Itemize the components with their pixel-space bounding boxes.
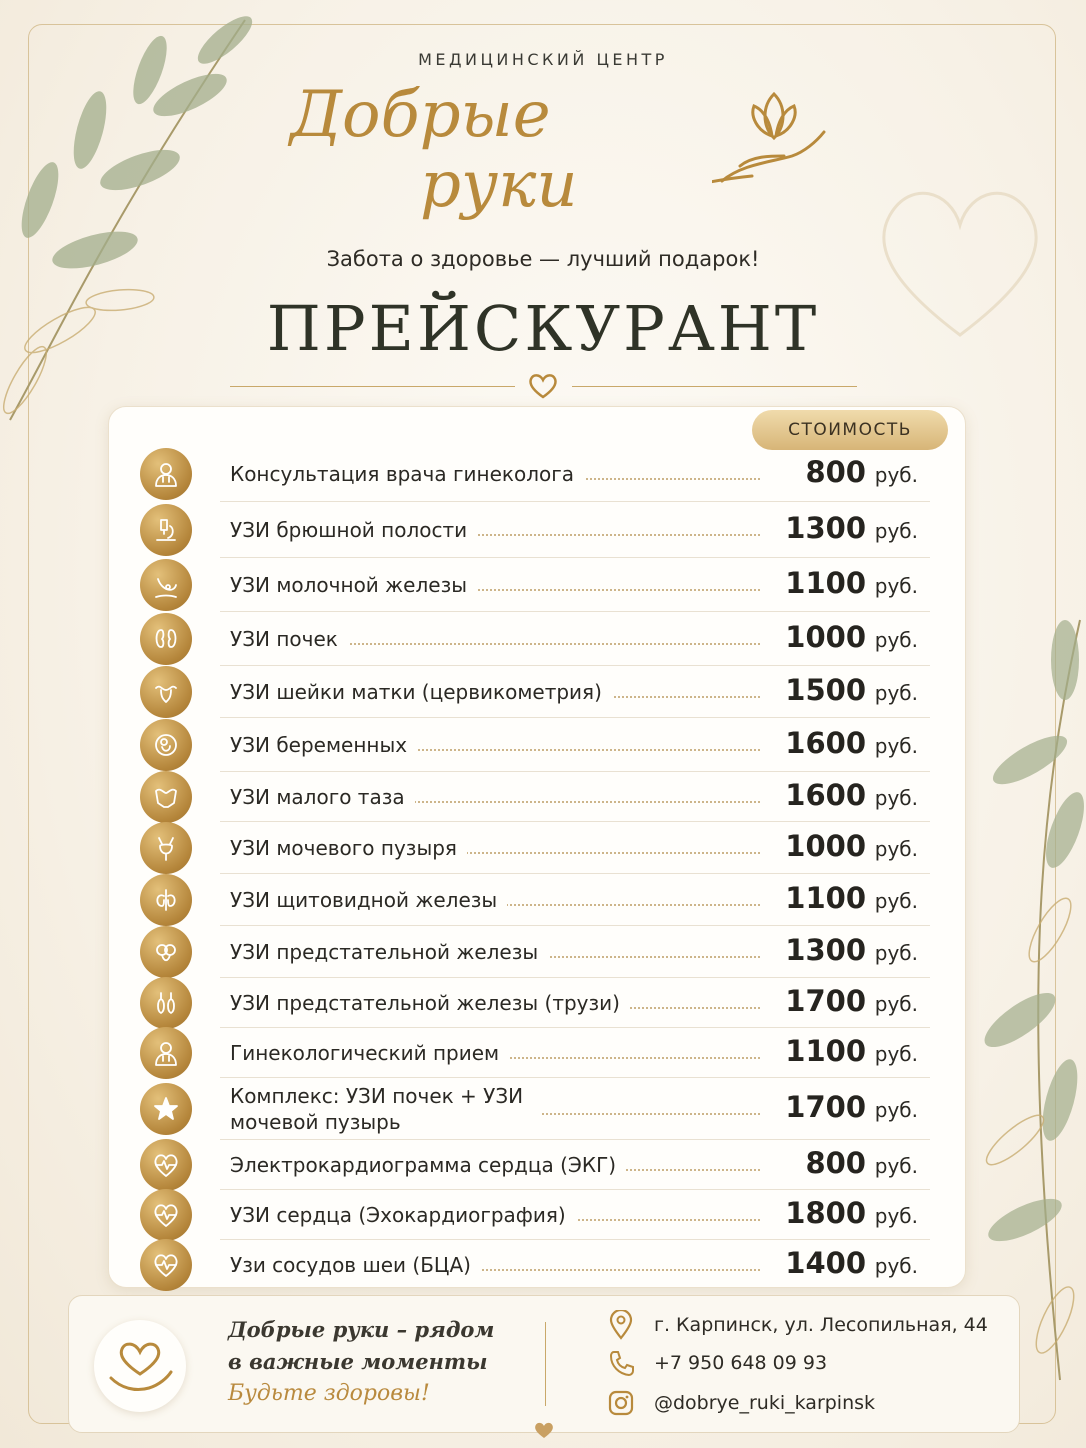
footer-logo xyxy=(94,1320,186,1412)
currency-label: руб. xyxy=(874,837,918,861)
prostate-trus-icon xyxy=(152,989,180,1017)
doctor-icon xyxy=(152,1039,180,1067)
footer-divider xyxy=(545,1322,546,1406)
title-divider-left xyxy=(230,386,515,387)
kidneys-icon xyxy=(152,625,180,653)
service-name: УЗИ почек xyxy=(230,626,348,652)
service-icon-badge xyxy=(140,1083,192,1135)
service-name: УЗИ мочевого пузыря xyxy=(230,835,467,861)
service-icon-badge xyxy=(140,504,192,556)
service-name: Комплекс: УЗИ почек + УЗИ мочевой пузырь xyxy=(230,1083,540,1135)
service-name: Узи сосудов шеи (БЦА) xyxy=(230,1252,481,1278)
service-icon-badge xyxy=(140,926,192,978)
heart-pulse-icon xyxy=(152,1201,180,1229)
uterus-icon xyxy=(152,678,180,706)
service-name: УЗИ беременных xyxy=(230,732,417,758)
currency-label: руб. xyxy=(874,681,918,705)
doctor-icon xyxy=(152,460,180,488)
heart-hand-icon xyxy=(105,1334,175,1398)
currency-label: руб. xyxy=(874,992,918,1016)
service-icon-badge xyxy=(140,1027,192,1079)
service-icon-badge xyxy=(140,1189,192,1241)
currency-label: руб. xyxy=(874,786,918,810)
phone-text: +7 950 648 09 93 xyxy=(654,1352,828,1374)
service-icon-badge xyxy=(140,1239,192,1291)
currency-label: руб. xyxy=(874,574,918,598)
service-name: УЗИ шейки матки (цервикометрия) xyxy=(230,679,612,705)
address-text: г. Карпинск, ул. Лесопильная, 44 xyxy=(654,1314,988,1336)
location-pin-icon xyxy=(608,1310,634,1340)
currency-label: руб. xyxy=(874,1204,918,1228)
service-price: 1400 xyxy=(785,1246,866,1280)
service-price: 1100 xyxy=(785,881,866,915)
service-name: УЗИ сердца (Эхокардиография) xyxy=(230,1202,576,1228)
service-price: 1600 xyxy=(785,726,866,760)
price-row xyxy=(140,1078,930,1140)
price-row xyxy=(140,666,930,718)
service-price: 800 xyxy=(805,1146,866,1180)
contact-address xyxy=(608,1310,988,1340)
pelvis-icon xyxy=(152,783,180,811)
price-row xyxy=(140,1240,930,1290)
service-icon-badge xyxy=(140,448,192,500)
service-price: 1100 xyxy=(785,1034,866,1068)
slogan-line1: Добрые руки – рядом xyxy=(228,1317,495,1342)
price-row xyxy=(140,1140,930,1190)
service-name: Гинекологический прием xyxy=(230,1040,509,1066)
service-price: 1700 xyxy=(785,984,866,1018)
service-price: 1000 xyxy=(785,829,866,863)
brand-name-line2: руки xyxy=(420,148,578,222)
currency-label: руб. xyxy=(874,1154,918,1178)
star-icon xyxy=(152,1095,180,1123)
service-price: 1800 xyxy=(785,1196,866,1230)
service-price: 1300 xyxy=(785,933,866,967)
brand-name-line1: Добрые xyxy=(290,78,551,152)
service-icon-badge xyxy=(140,1139,192,1191)
heart-pulse-icon xyxy=(152,1251,180,1279)
service-price: 1500 xyxy=(785,673,866,707)
service-icon-badge xyxy=(140,559,192,611)
price-row xyxy=(140,612,930,666)
currency-label: руб. xyxy=(874,941,918,965)
breast-icon xyxy=(152,571,180,599)
price-row xyxy=(140,926,930,978)
service-price: 1700 xyxy=(785,1090,866,1124)
service-icon-badge xyxy=(140,874,192,926)
prostate-icon xyxy=(152,938,180,966)
contact-phone[interactable] xyxy=(608,1348,827,1378)
currency-label: руб. xyxy=(874,519,918,543)
currency-label: руб. xyxy=(874,463,918,487)
heart-icon xyxy=(527,372,559,400)
page-title: ПРЕЙСКУРАНТ xyxy=(266,292,820,365)
service-icon-badge xyxy=(140,977,192,1029)
price-row xyxy=(140,874,930,926)
instagram-icon xyxy=(608,1390,634,1416)
currency-label: руб. xyxy=(874,628,918,652)
contact-instagram[interactable] xyxy=(608,1388,875,1418)
service-icon-badge xyxy=(140,822,192,874)
currency-label: руб. xyxy=(874,889,918,913)
fetus-icon xyxy=(152,731,180,759)
service-name: Консультация врача гинеколога xyxy=(230,461,584,487)
price-row xyxy=(140,1028,930,1078)
thyroid-icon xyxy=(152,886,180,914)
service-icon-badge xyxy=(140,719,192,771)
price-row xyxy=(140,822,930,874)
service-icon-badge xyxy=(140,613,192,665)
service-name: УЗИ щитовидной железы xyxy=(230,887,507,913)
currency-label: руб. xyxy=(874,1042,918,1066)
service-icon-badge xyxy=(140,771,192,823)
cost-header-badge: СТОИМОСТЬ xyxy=(752,410,948,450)
service-name: Электрокардиограмма сердца (ЭКГ) xyxy=(230,1152,626,1178)
service-name: УЗИ брюшной полости xyxy=(230,517,477,543)
title-divider-right xyxy=(572,386,857,387)
currency-label: руб. xyxy=(874,734,918,758)
service-name: УЗИ малого таза xyxy=(230,784,415,810)
brand-name xyxy=(290,80,710,220)
bladder-icon xyxy=(152,834,180,862)
service-name: УЗИ молочной железы xyxy=(230,572,477,598)
heart-pulse-icon xyxy=(152,1151,180,1179)
service-price: 1000 xyxy=(785,620,866,654)
service-price: 800 xyxy=(805,455,866,489)
service-price: 1600 xyxy=(785,778,866,812)
slogan-line2: в важные моменты xyxy=(228,1349,488,1374)
price-row xyxy=(140,1190,930,1240)
slogan-wish: Будьте здоровы! xyxy=(228,1381,430,1406)
price-row xyxy=(140,558,930,612)
currency-label: руб. xyxy=(874,1254,918,1278)
bottom-heart-icon xyxy=(533,1420,555,1440)
price-row xyxy=(140,978,930,1028)
price-row xyxy=(140,718,930,772)
tagline: Забота о здоровье — лучший подарок! xyxy=(326,247,760,271)
microscope-icon xyxy=(152,516,180,544)
brand-subtitle: МЕДИЦИНСКИЙ ЦЕНТР xyxy=(418,50,668,69)
service-price: 1300 xyxy=(785,511,866,545)
hand-lotus-logo-icon xyxy=(712,86,832,196)
service-name: УЗИ предстательной железы (трузи) xyxy=(230,990,630,1016)
currency-label: руб. xyxy=(874,1098,918,1122)
price-row xyxy=(140,772,930,822)
instagram-handle: @dobrye_ruki_karpinsk xyxy=(654,1392,876,1414)
price-row xyxy=(140,446,930,502)
service-name: УЗИ предстательной железы xyxy=(230,939,548,965)
footer-slogan xyxy=(228,1314,494,1410)
service-icon-badge xyxy=(140,666,192,718)
service-price: 1100 xyxy=(785,566,866,600)
phone-icon xyxy=(608,1349,634,1377)
price-row xyxy=(140,502,930,558)
